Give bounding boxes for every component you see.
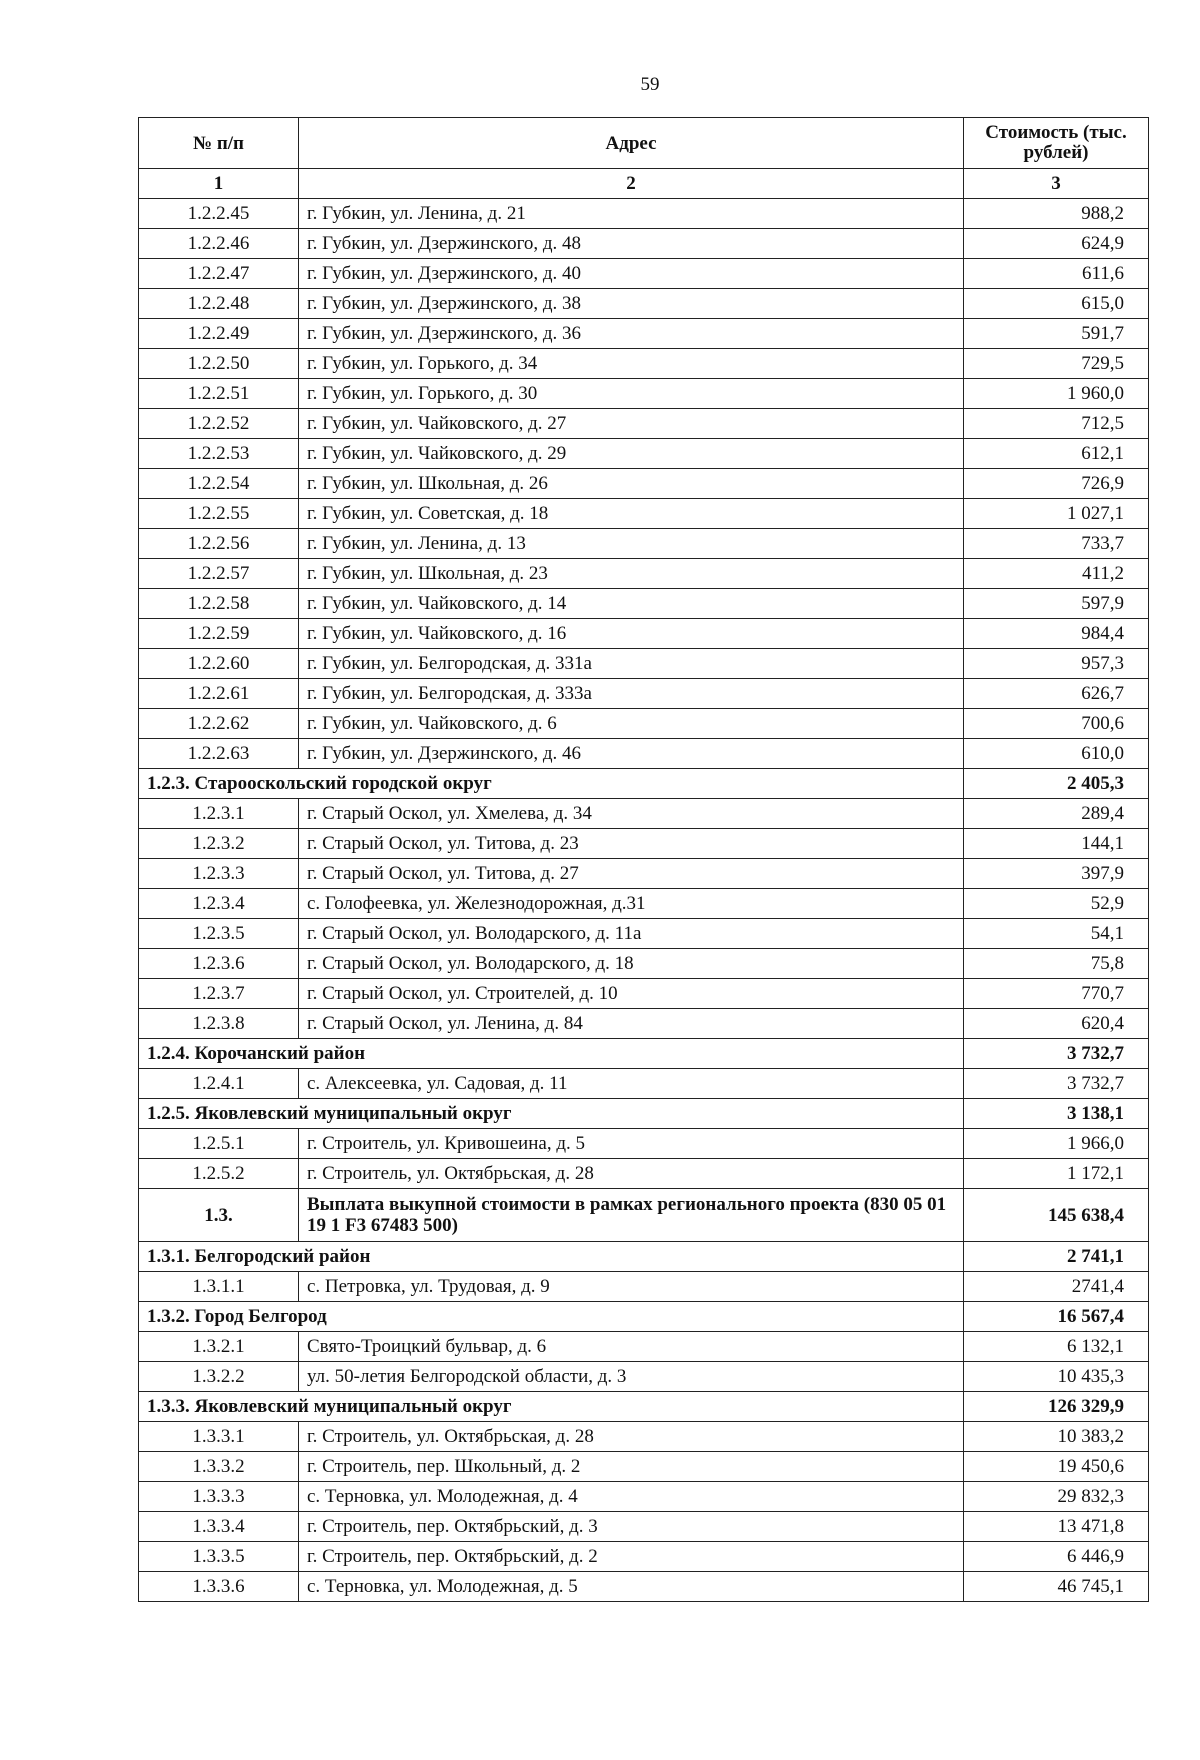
- row-number: 1.2.2.61: [139, 679, 299, 709]
- section-row: [139, 1302, 1149, 1332]
- row-number: 1.3.2.2: [139, 1362, 299, 1392]
- row-address: г. Строитель, ул. Кривошеина, д. 5: [299, 1129, 964, 1159]
- row-number: 1.2.3.1: [139, 799, 299, 829]
- column-number-1: 1: [139, 169, 299, 199]
- table-row: [139, 199, 1149, 229]
- row-address: г. Старый Оскол, ул. Титова, д. 23: [299, 829, 964, 859]
- row-address: г. Старый Оскол, ул. Ленина, д. 84: [299, 1009, 964, 1039]
- row-cost: 1 960,0: [964, 379, 1149, 409]
- table-row: [139, 1332, 1149, 1362]
- row-number: 1.2.2.53: [139, 439, 299, 469]
- row-number: 1.3.: [139, 1189, 299, 1242]
- table-row: [139, 319, 1149, 349]
- table-row: [139, 649, 1149, 679]
- row-cost: 145 638,4: [964, 1189, 1149, 1242]
- row-address: г. Губкин, ул. Школьная, д. 23: [299, 559, 964, 589]
- row-address: г. Губкин, ул. Советская, д. 18: [299, 499, 964, 529]
- header-cost: Стоимость (тыс. рублей): [964, 118, 1149, 169]
- row-number: 1.2.2.62: [139, 709, 299, 739]
- row-number: 1.2.2.54: [139, 469, 299, 499]
- table-row: [139, 289, 1149, 319]
- row-cost: 1 027,1: [964, 499, 1149, 529]
- section-row: [139, 769, 1149, 799]
- row-cost: 10 435,3: [964, 1362, 1149, 1392]
- row-address: г. Старый Оскол, ул. Хмелева, д. 34: [299, 799, 964, 829]
- row-cost: 75,8: [964, 949, 1149, 979]
- table-row: [139, 1159, 1149, 1189]
- table-row: [139, 1572, 1149, 1602]
- row-cost: 411,2: [964, 559, 1149, 589]
- table-row: [139, 1512, 1149, 1542]
- row-number: 1.2.2.63: [139, 739, 299, 769]
- row-cost: 957,3: [964, 649, 1149, 679]
- section-title: 1.3.3. Яковлевский муниципальный округ: [139, 1392, 964, 1422]
- row-number: 1.2.2.49: [139, 319, 299, 349]
- table-row: [139, 739, 1149, 769]
- section-total: 3 138,1: [964, 1099, 1149, 1129]
- row-address: г. Губкин, ул. Чайковского, д. 29: [299, 439, 964, 469]
- row-cost: 144,1: [964, 829, 1149, 859]
- row-number: 1.3.2.1: [139, 1332, 299, 1362]
- row-number: 1.2.2.46: [139, 229, 299, 259]
- table-row: [139, 709, 1149, 739]
- row-address: ул. 50-летия Белгородской области, д. 3: [299, 1362, 964, 1392]
- row-address: г. Строитель, пер. Октябрьский, д. 3: [299, 1512, 964, 1542]
- section-title: 1.2.5. Яковлевский муниципальный округ: [139, 1099, 964, 1129]
- column-number-2: 2: [299, 169, 964, 199]
- table-row: [139, 919, 1149, 949]
- page-number: 59: [640, 74, 660, 95]
- row-cost: 2741,4: [964, 1272, 1149, 1302]
- section-title: 1.2.3. Старооскольский городской округ: [139, 769, 964, 799]
- table-row: [139, 1452, 1149, 1482]
- section-title: 1.3.2. Город Белгород: [139, 1302, 964, 1332]
- row-number: 1.2.3.2: [139, 829, 299, 859]
- row-number: 1.2.3.7: [139, 979, 299, 1009]
- row-address: г. Губкин, ул. Белгородская, д. 331а: [299, 649, 964, 679]
- row-cost: 626,7: [964, 679, 1149, 709]
- row-address: г. Губкин, ул. Ленина, д. 21: [299, 199, 964, 229]
- row-address: г. Губкин, ул. Дзержинского, д. 38: [299, 289, 964, 319]
- column-number-3: 3: [964, 169, 1149, 199]
- row-address: с. Терновка, ул. Молодежная, д. 4: [299, 1482, 964, 1512]
- table-row: [139, 1069, 1149, 1099]
- row-number: 1.2.3.5: [139, 919, 299, 949]
- table-row: [139, 379, 1149, 409]
- row-address: г. Старый Оскол, ул. Титова, д. 27: [299, 859, 964, 889]
- section-total: 2 741,1: [964, 1242, 1149, 1272]
- row-address: г. Губкин, ул. Дзержинского, д. 40: [299, 259, 964, 289]
- row-number: 1.2.2.55: [139, 499, 299, 529]
- row-cost: 700,6: [964, 709, 1149, 739]
- row-cost: 397,9: [964, 859, 1149, 889]
- row-number: 1.2.2.48: [139, 289, 299, 319]
- row-address: с. Петровка, ул. Трудовая, д. 9: [299, 1272, 964, 1302]
- row-number: 1.3.3.4: [139, 1512, 299, 1542]
- cost-table: [138, 117, 1149, 1602]
- table-row: [139, 1129, 1149, 1159]
- section-title: 1.2.4. Корочанский район: [139, 1039, 964, 1069]
- row-cost: 52,9: [964, 889, 1149, 919]
- row-cost: 612,1: [964, 439, 1149, 469]
- table-row: [139, 1362, 1149, 1392]
- row-cost: 615,0: [964, 289, 1149, 319]
- table-body: [139, 199, 1149, 1602]
- table-row: [139, 619, 1149, 649]
- section-total: 126 329,9: [964, 1392, 1149, 1422]
- row-address: г. Губкин, ул. Чайковского, д. 27: [299, 409, 964, 439]
- row-cost: 13 471,8: [964, 1512, 1149, 1542]
- table-row: [139, 409, 1149, 439]
- row-number: 1.2.5.2: [139, 1159, 299, 1189]
- row-address: Выплата выкупной стоимости в рамках регионального проекта (830 05 01 19 1 F3 67483 500): [299, 1189, 964, 1242]
- row-address: г. Строитель, ул. Октябрьская, д. 28: [299, 1159, 964, 1189]
- row-cost: 610,0: [964, 739, 1149, 769]
- section-row: [139, 1392, 1149, 1422]
- table-row: [139, 469, 1149, 499]
- row-number: 1.3.3.1: [139, 1422, 299, 1452]
- row-address: с. Терновка, ул. Молодежная, д. 5: [299, 1572, 964, 1602]
- row-number: 1.2.2.60: [139, 649, 299, 679]
- row-cost: 988,2: [964, 199, 1149, 229]
- row-address: Свято-Троицкий бульвар, д. 6: [299, 1332, 964, 1362]
- row-address: г. Губкин, ул. Дзержинского, д. 48: [299, 229, 964, 259]
- table-header-row: [139, 118, 1149, 169]
- row-cost: 733,7: [964, 529, 1149, 559]
- table-row: [139, 829, 1149, 859]
- row-number: 1.3.3.2: [139, 1452, 299, 1482]
- row-address: г. Губкин, ул. Дзержинского, д. 46: [299, 739, 964, 769]
- row-address: г. Губкин, ул. Чайковского, д. 6: [299, 709, 964, 739]
- row-cost: 611,6: [964, 259, 1149, 289]
- row-cost: 770,7: [964, 979, 1149, 1009]
- row-address: г. Губкин, ул. Дзержинского, д. 36: [299, 319, 964, 349]
- row-address: г. Старый Оскол, ул. Строителей, д. 10: [299, 979, 964, 1009]
- table-row: [139, 889, 1149, 919]
- table-row: [139, 979, 1149, 1009]
- section-total: 2 405,3: [964, 769, 1149, 799]
- section-row: [139, 1242, 1149, 1272]
- table-row: [139, 439, 1149, 469]
- section-total: 3 732,7: [964, 1039, 1149, 1069]
- row-number: 1.3.1.1: [139, 1272, 299, 1302]
- row-number: 1.2.4.1: [139, 1069, 299, 1099]
- row-cost: 726,9: [964, 469, 1149, 499]
- row-number: 1.3.3.6: [139, 1572, 299, 1602]
- row-address: г. Губкин, ул. Чайковского, д. 14: [299, 589, 964, 619]
- table-row: [139, 679, 1149, 709]
- row-address: г. Старый Оскол, ул. Володарского, д. 18: [299, 949, 964, 979]
- header-address: Адрес: [299, 118, 964, 169]
- row-cost: 597,9: [964, 589, 1149, 619]
- section-total: 16 567,4: [964, 1302, 1149, 1332]
- row-cost: 1 966,0: [964, 1129, 1149, 1159]
- row-number: 1.2.2.52: [139, 409, 299, 439]
- table-row: [139, 949, 1149, 979]
- row-number: 1.3.3.5: [139, 1542, 299, 1572]
- row-cost: 712,5: [964, 409, 1149, 439]
- row-number: 1.2.2.45: [139, 199, 299, 229]
- row-address: г. Губкин, ул. Ленина, д. 13: [299, 529, 964, 559]
- row-cost: 6 446,9: [964, 1542, 1149, 1572]
- row-cost: 729,5: [964, 349, 1149, 379]
- row-cost: 6 132,1: [964, 1332, 1149, 1362]
- section-row: [139, 1039, 1149, 1069]
- table-row: [139, 1009, 1149, 1039]
- row-number: 1.2.2.57: [139, 559, 299, 589]
- row-number: 1.2.2.56: [139, 529, 299, 559]
- row-cost: 19 450,6: [964, 1452, 1149, 1482]
- column-numbers-row: [139, 169, 1149, 199]
- row-cost: 624,9: [964, 229, 1149, 259]
- row-number: 1.2.3.8: [139, 1009, 299, 1039]
- table-row: [139, 529, 1149, 559]
- row-number: 1.2.2.47: [139, 259, 299, 289]
- row-number: 1.2.3.4: [139, 889, 299, 919]
- row-number: 1.2.3.6: [139, 949, 299, 979]
- table-row: [139, 499, 1149, 529]
- table-row: [139, 559, 1149, 589]
- row-cost: 10 383,2: [964, 1422, 1149, 1452]
- row-cost: 29 832,3: [964, 1482, 1149, 1512]
- row-address: г. Губкин, ул. Белгородская, д. 333а: [299, 679, 964, 709]
- section-row: [139, 1099, 1149, 1129]
- table-row: [139, 1482, 1149, 1512]
- table-row: [139, 589, 1149, 619]
- row-number: 1.3.3.3: [139, 1482, 299, 1512]
- row-cost: 3 732,7: [964, 1069, 1149, 1099]
- row-address: г. Старый Оскол, ул. Володарского, д. 11а: [299, 919, 964, 949]
- row-cost: 984,4: [964, 619, 1149, 649]
- row-cost: 1 172,1: [964, 1159, 1149, 1189]
- header-number: № п/п: [139, 118, 299, 169]
- row-address: г. Губкин, ул. Горького, д. 34: [299, 349, 964, 379]
- row-number: 1.2.2.59: [139, 619, 299, 649]
- row-address: г. Строитель, пер. Октябрьский, д. 2: [299, 1542, 964, 1572]
- table-row: [139, 859, 1149, 889]
- row-number: 1.2.5.1: [139, 1129, 299, 1159]
- table-row: [139, 349, 1149, 379]
- row-address: г. Строитель, пер. Школьный, д. 2: [299, 1452, 964, 1482]
- row-number: 1.2.2.51: [139, 379, 299, 409]
- section-title: 1.3.1. Белгородский район: [139, 1242, 964, 1272]
- row-cost: 46 745,1: [964, 1572, 1149, 1602]
- table-row: [139, 229, 1149, 259]
- row-cost: 620,4: [964, 1009, 1149, 1039]
- row-cost: 289,4: [964, 799, 1149, 829]
- row-number: 1.2.2.50: [139, 349, 299, 379]
- table-row: [139, 259, 1149, 289]
- row-address: г. Губкин, ул. Горького, д. 30: [299, 379, 964, 409]
- row-number: 1.2.2.58: [139, 589, 299, 619]
- table-row: [139, 1422, 1149, 1452]
- subtotal-row: [139, 1189, 1149, 1242]
- table-row: [139, 1542, 1149, 1572]
- row-cost: 54,1: [964, 919, 1149, 949]
- table-row: [139, 1272, 1149, 1302]
- row-address: с. Алексеевка, ул. Садовая, д. 11: [299, 1069, 964, 1099]
- row-address: с. Голофеевка, ул. Железнодорожная, д.31: [299, 889, 964, 919]
- row-address: г. Губкин, ул. Чайковского, д. 16: [299, 619, 964, 649]
- row-cost: 591,7: [964, 319, 1149, 349]
- table-row: [139, 799, 1149, 829]
- row-address: г. Губкин, ул. Школьная, д. 26: [299, 469, 964, 499]
- row-number: 1.2.3.3: [139, 859, 299, 889]
- row-address: г. Строитель, ул. Октябрьская, д. 28: [299, 1422, 964, 1452]
